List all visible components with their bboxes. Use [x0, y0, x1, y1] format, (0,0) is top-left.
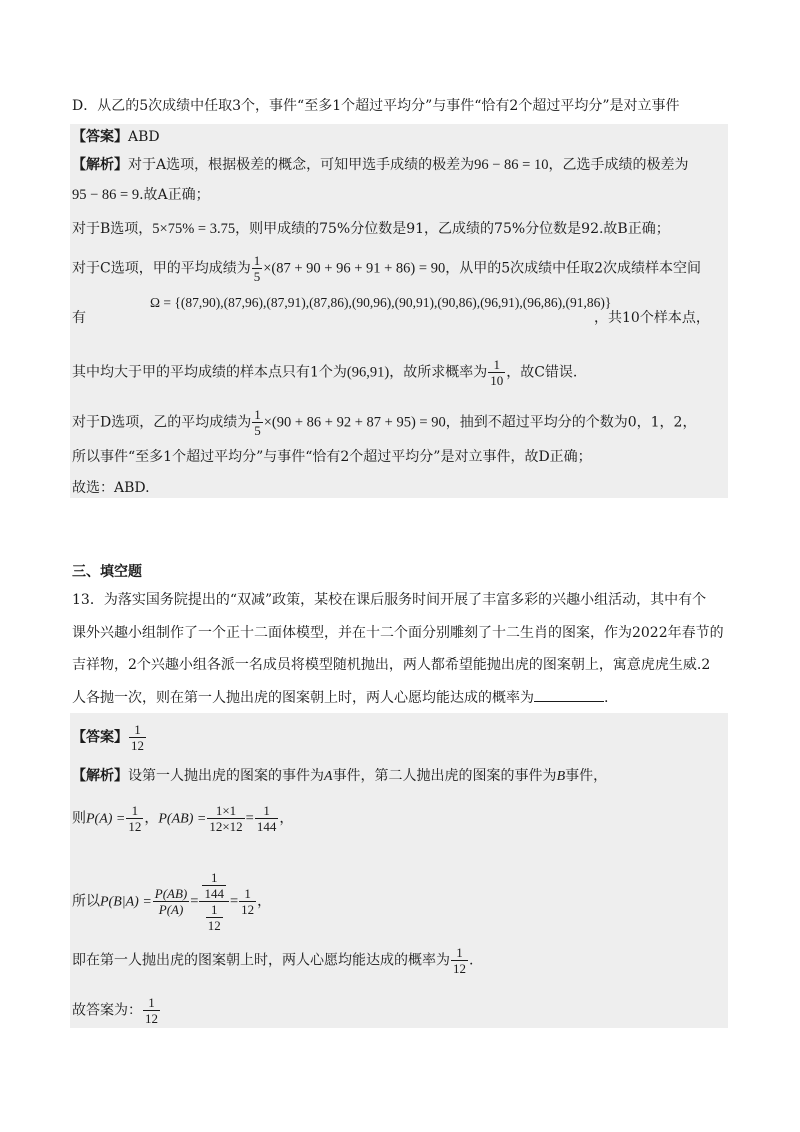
- fraction: [129, 722, 146, 753]
- text: ，乙选手成绩的极差为: [548, 157, 689, 173]
- text: 事件，: [565, 768, 608, 784]
- q13-final-answer: [72, 995, 161, 1026]
- denominator: P(A): [153, 901, 189, 917]
- text: .: [604, 690, 609, 706]
- numerator: 1: [254, 407, 261, 422]
- denominator: 12×12: [209, 819, 243, 834]
- math-eq: =: [190, 893, 199, 910]
- text: 事件，第二人抛出虎的图案的事件为: [332, 768, 557, 784]
- numerator: 1: [493, 357, 500, 372]
- denominator: 12: [453, 961, 466, 976]
- math-pab: P(AB) =: [158, 811, 207, 827]
- math-var: A: [324, 769, 333, 784]
- math-sample-space: Ω = {(87,90),(87,96),(87,91),(87,86),(90,96),(90,91),(90,86),(96,91),(96,86),(91,86)}: [150, 295, 612, 310]
- q12-analysis-d2: 所以事件“至多1个超过平均分”与事件“恰有2个超过平均分”是对立事件，故D正确；: [72, 449, 592, 465]
- q13-line-3: 吉祥物，2个兴趣小组各派一名成员将模型随机抛出，两人都希望能抛出虎的图案朝上，寓意虎虎生威.2: [72, 657, 711, 673]
- q13-analysis-3: [72, 870, 271, 933]
- text: 对于A选项，根据极差的概念，可知甲选手成绩的极差为: [128, 157, 475, 173]
- compound-denominator: [199, 901, 229, 933]
- numerator: 1: [244, 886, 251, 901]
- math-mean-yi: ×(90 + 86 + 92 + 87 + 95) = 90: [263, 414, 446, 431]
- q12-answer: [72, 127, 160, 147]
- q12-option-d: D．从乙的5次成绩中任取3个，事件“至多1个超过平均分”与事件“恰有2个超过平均分”是对立事件: [72, 98, 680, 114]
- denominator: 10: [490, 373, 504, 388]
- text: 人各抛一次，则在第一人抛出虎的图案朝上时，两人心愿均能达成的概率为: [72, 690, 534, 706]
- answer-label: 【答案】: [72, 129, 128, 145]
- denominator: 12: [128, 819, 142, 834]
- numerator: 1: [456, 945, 463, 960]
- q12-choose: 故选：ABD.: [72, 480, 150, 496]
- text: ，: [257, 893, 272, 910]
- analysis-label: 【解析】: [72, 768, 128, 784]
- math-range-a: 96 − 86 = 10: [474, 157, 549, 173]
- q13-analysis-1: [72, 766, 607, 787]
- denominator: 12: [241, 902, 255, 917]
- numerator: 1: [210, 902, 218, 917]
- fraction: [206, 902, 223, 933]
- text: 设第一人抛出虎的图案的事件为: [128, 768, 324, 784]
- math-pa: P(A) =: [86, 811, 126, 827]
- q13-analysis-2: [72, 803, 293, 834]
- text: ，则甲成绩的75%分位数是91，乙成绩的75%分位数是92.故B正确；: [235, 221, 670, 237]
- denominator: 5: [254, 423, 261, 438]
- math-point: (96,91): [346, 364, 390, 381]
- fraction: [126, 803, 143, 834]
- text: .: [469, 952, 474, 969]
- compound-numerator: [199, 870, 229, 901]
- math-pba: P(B|A) =: [100, 894, 152, 910]
- fraction: [252, 253, 263, 284]
- text: ，: [279, 810, 294, 827]
- q12-analysis-c: [72, 253, 701, 284]
- numerator: 1: [253, 253, 261, 268]
- text: ，故所求概率为: [389, 364, 488, 381]
- text: 所以: [72, 893, 100, 910]
- fraction: [207, 803, 244, 834]
- denominator: 144: [256, 819, 277, 834]
- fraction: [202, 870, 226, 901]
- math-var: B: [556, 769, 566, 784]
- q12-analysis-b: [72, 219, 670, 239]
- text: 其中均大于甲的平均成绩的样本点只有1个为: [72, 364, 347, 381]
- text: .故A正确；: [139, 187, 210, 203]
- math-percentile: 5×75% = 3.75: [152, 221, 236, 237]
- answer-label: 【答案】: [72, 729, 128, 746]
- answer-blank: [534, 687, 604, 702]
- q13-conclusion: [72, 945, 473, 976]
- q12-analysis-a: [72, 155, 688, 175]
- analysis-label: 【解析】: [72, 157, 128, 173]
- text: ，从甲的5次成绩中任取2次成绩样本空间: [445, 260, 702, 277]
- numerator: 1: [131, 803, 139, 818]
- numerator: 1: [148, 995, 155, 1010]
- denominator: 12: [207, 918, 221, 933]
- text: 对于C选项，甲的平均成绩为: [72, 260, 251, 277]
- fraction: [143, 995, 160, 1026]
- q12-sample-space: [150, 293, 611, 313]
- answer-value: ABD: [128, 129, 160, 145]
- text: 即在第一人抛出虎的图案朝上时，两人心愿均能达成的概率为: [72, 952, 450, 969]
- fraction: [153, 886, 189, 917]
- fraction: [255, 803, 279, 834]
- fraction: [239, 886, 256, 917]
- math-eq: =: [229, 893, 239, 910]
- text: ，: [144, 810, 159, 827]
- q12-analysis-c2: [72, 357, 577, 388]
- text: 对于B选项，: [72, 221, 153, 237]
- math-range-b: 95 − 86 = 9: [72, 187, 140, 203]
- numerator: P(AB): [154, 886, 188, 901]
- q12-sample-count: ，共10个样本点，: [594, 310, 710, 326]
- numerator: 1: [263, 803, 270, 818]
- q13-line-1: 13．为落实国务院提出的“双减”政策，某校在课后服务时间开展了丰富多彩的兴趣小组活动，其中有个: [72, 592, 707, 608]
- numerator: 1: [210, 870, 218, 885]
- q12-analysis-a2: [72, 185, 210, 205]
- text: ，抽到不超过平均分的个数为0，1，2，: [445, 414, 697, 431]
- q13-line-4: [72, 687, 608, 708]
- fraction: [451, 945, 468, 976]
- math-eq: =: [245, 810, 254, 827]
- denominator: 12: [145, 1011, 158, 1026]
- q13-line-2: 课外兴趣小组制作了一个正十二面体模型，并在十二个面分别雕刻了十二生肖的图案，作为2022年春节的: [72, 625, 724, 641]
- denominator: 12: [131, 738, 144, 753]
- q12-analysis-d: [72, 407, 696, 438]
- denominator: 5: [253, 269, 261, 284]
- q13-answer: [72, 722, 147, 753]
- text: 则: [72, 810, 86, 827]
- fraction: [252, 407, 263, 438]
- section-title: 三、填空题: [72, 564, 142, 580]
- compound-fraction: [199, 870, 229, 933]
- math-mean: ×(87 + 90 + 96 + 91 + 86) = 90: [263, 260, 446, 277]
- numerator: 1×1: [215, 803, 237, 818]
- numerator: 1: [134, 722, 141, 737]
- q12-you: 有: [72, 310, 86, 326]
- text: ，故C错误.: [506, 364, 578, 381]
- text: 故答案为：: [72, 1002, 142, 1019]
- fraction: [488, 357, 505, 388]
- denominator: 144: [204, 886, 224, 901]
- text: 对于D选项，乙的平均成绩为: [72, 414, 252, 431]
